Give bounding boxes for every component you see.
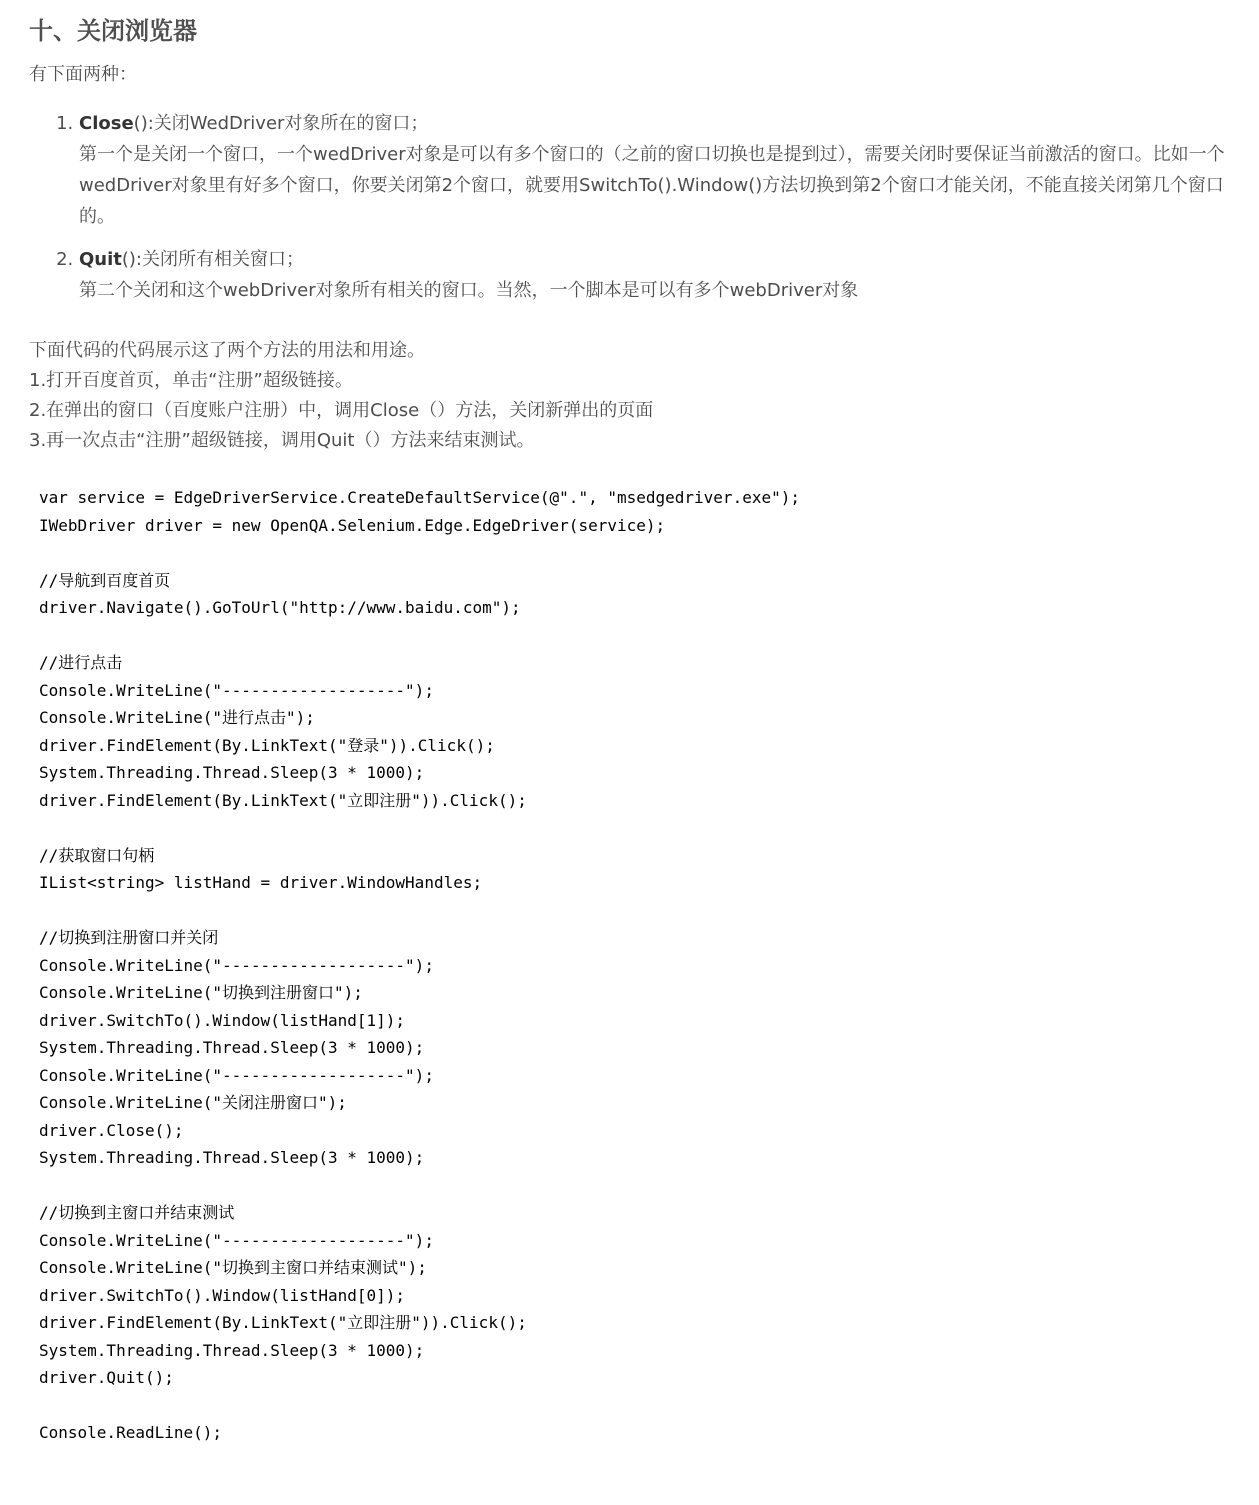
method-suffix: ():关闭所有相关窗口；: [121, 249, 304, 270]
code-line: Console.WriteLine("关闭注册窗口");: [39, 1093, 347, 1112]
code-line: [39, 539, 1244, 567]
article-content: [29, 0, 1244, 1447]
code-comment-line: //获取窗口句柄: [39, 845, 155, 865]
code-line: System.Threading.Thread.Sleep(3 * 1000);: [39, 1340, 425, 1360]
code-line: [39, 897, 1244, 925]
code-line: driver.Navigate().GoToUrl("http://www.baidu.com");: [39, 598, 521, 617]
code-line: driver.Quit();: [39, 1368, 174, 1387]
method-name: Close: [79, 113, 134, 134]
code-line: Console.WriteLine("-------------------");: [39, 1065, 434, 1085]
code-comment-line: //导航到百度首页: [39, 570, 171, 590]
method-suffix: ():关闭WedDriver对象所在的窗口；: [133, 113, 429, 134]
code-line: Console.WriteLine("切换到主窗口并结束测试");: [39, 1258, 427, 1277]
paragraph: 下面代码的代码展示这了两个方法的用法和用途。: [29, 340, 425, 361]
code-line: driver.FindElement(By.LinkText("立即注册")).Click();: [39, 1313, 527, 1332]
code-line: [39, 814, 1244, 842]
explanation-paragraphs: [29, 336, 1244, 456]
code-line: [39, 1392, 1244, 1420]
code-line: Console.WriteLine("-------------------");: [39, 955, 434, 975]
method-description: 第一个是关闭一个窗口，一个wedDriver对象是可以有多个窗口的（之前的窗口切换也是提到过），需要关闭时要保证当前激活的窗口。比如一个wedDriver对象里有好多个窗口，你要关闭第2个窗口，就要用SwitchTo().Window()方法切换到第2个窗口才能关闭，不能直接关闭第几个窗口的。: [79, 144, 1225, 227]
code-block[interactable]: [39, 484, 1244, 1447]
code-line: System.Threading.Thread.Sleep(3 * 1000);: [39, 1148, 425, 1167]
code-line: Console.WriteLine("-------------------");: [39, 680, 434, 700]
code-line: Console.WriteLine("进行点击");: [39, 708, 315, 727]
code-line: var service = EdgeDriverService.CreateDefaultService(@".", "msedgedriver.exe");: [39, 488, 800, 507]
code-line: [39, 1172, 1244, 1200]
method-item-quit: [79, 244, 1244, 306]
paragraph: 1.打开百度首页，单击“注册”超级链接。: [29, 370, 353, 391]
code-line: System.Threading.Thread.Sleep(3 * 1000);: [39, 1038, 425, 1057]
methods-list: [29, 108, 1244, 306]
code-line: driver.SwitchTo().Window(listHand[1]);: [39, 1010, 406, 1030]
method-item-close: [79, 108, 1244, 232]
code-line: IList<string> listHand = driver.WindowHandles;: [39, 873, 483, 892]
paragraph: 2.在弹出的窗口（百度账户注册）中，调用Close（）方法，关闭新弹出的页面: [29, 400, 654, 421]
method-name: Quit: [79, 249, 122, 270]
code-line: Console.WriteLine("切换到注册窗口");: [39, 983, 363, 1002]
code-line: Console.WriteLine("-------------------");: [39, 1230, 434, 1250]
code-comment-line: //切换到注册窗口并关闭: [39, 928, 219, 947]
code-line: driver.FindElement(By.LinkText("登录")).Click();: [39, 735, 495, 755]
code-line: System.Threading.Thread.Sleep(3 * 1000);: [39, 763, 425, 782]
section-heading: 十、关闭浏览器: [29, 17, 197, 45]
code-comment-line: //切换到主窗口并结束测试: [39, 1203, 235, 1222]
method-description: 第二个关闭和这个webDriver对象所有相关的窗口。当然，一个脚本是可以有多个webDriver对象: [79, 280, 859, 301]
intro-text: 有下面两种：: [29, 64, 137, 85]
code-line: IWebDriver driver = new OpenQA.Selenium.Edge.EdgeDriver(service);: [39, 515, 666, 535]
code-line: driver.SwitchTo().Window(listHand[0]);: [39, 1285, 406, 1305]
paragraph: 3.再一次点击“注册”超级链接，调用Quit（）方法来结束测试。: [29, 430, 535, 451]
code-line: driver.Close();: [39, 1120, 184, 1140]
code-comment-line: //进行点击: [39, 653, 123, 672]
code-line: Console.ReadLine();: [39, 1423, 223, 1442]
code-line: driver.FindElement(By.LinkText("立即注册")).Click();: [39, 790, 527, 810]
code-line: [39, 622, 1244, 650]
